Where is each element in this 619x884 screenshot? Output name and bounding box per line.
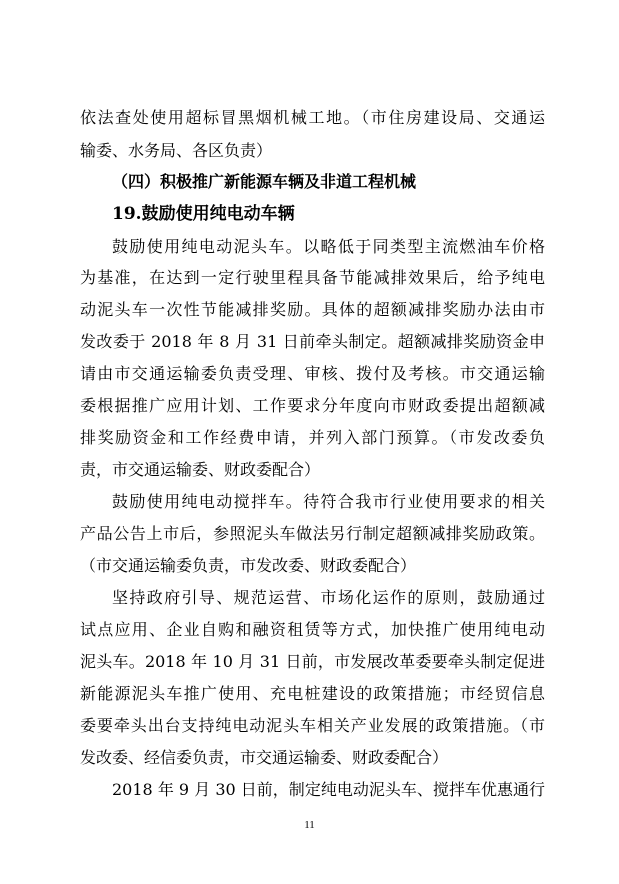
body-line: 请由市交通运输委负责受理、审核、拨付及考核。市交通运输 — [80, 364, 545, 383]
body-line: 委要牵头出台支持纯电动泥头车相关产业发展的政策措施。（市 — [80, 716, 545, 735]
body-line: （市交通运输委负责，市发改委、财政委配合） — [80, 556, 417, 575]
body-line: 为基准，在达到一定行驶里程具备节能减排效果后，给予纯电 — [80, 268, 545, 287]
body-line: 动泥头车一次性节能减排奖励。具体的超额减排奖励办法由市 — [80, 300, 545, 319]
body-line: 鼓励使用纯电动搅拌车。待符合我市行业使用要求的相关 — [112, 492, 545, 511]
subsection-heading: 19.鼓励使用纯电动车辆 — [112, 204, 295, 224]
body-line: 泥头车。2018 年 10 月 31 日前，市发展改革委要牵头制定促进 — [80, 652, 545, 671]
body-line: 2018 年 9 月 30 日前，制定纯电动泥头车、搅拌车优惠通行 — [112, 780, 545, 799]
body-line: 试点应用、企业自购和融资租赁等方式，加快推广使用纯电动 — [80, 620, 545, 639]
body-line: 新能源泥头车推广使用、充电桩建设的政策措施；市经贸信息 — [80, 684, 545, 703]
body-line: 委根据推广应用计划、工作要求分年度向市财政委提出超额减 — [80, 396, 545, 415]
body-line: 依法查处使用超标冒黑烟机械工地。（市住房建设局、交通运 — [80, 108, 545, 127]
body-line: 产品公告上市后，参照泥头车做法另行制定超额减排奖励政策。 — [80, 524, 545, 543]
body-line: 发改委于 2018 年 8 月 31 日前牵头制定。超额减排奖励资金申 — [80, 332, 545, 351]
body-line: 责，市交通运输委、财政委配合） — [80, 460, 321, 479]
page-number: 11 — [304, 819, 315, 831]
body-line: 输委、水务局、各区负责） — [80, 141, 273, 160]
body-line: 鼓励使用纯电动泥头车。以略低于同类型主流燃油车价格 — [112, 237, 545, 256]
body-line: 坚持政府引导、规范运营、市场化运作的原则，鼓励通过 — [112, 588, 545, 607]
body-line: 发改委、经信委负责，市交通运输委、财政委配合） — [80, 748, 449, 767]
section-heading: （四）积极推广新能源车辆及非道工程机械 — [112, 172, 417, 191]
body-line: 排奖励资金和工作经费申请，并列入部门预算。（市发改委负 — [80, 428, 545, 447]
